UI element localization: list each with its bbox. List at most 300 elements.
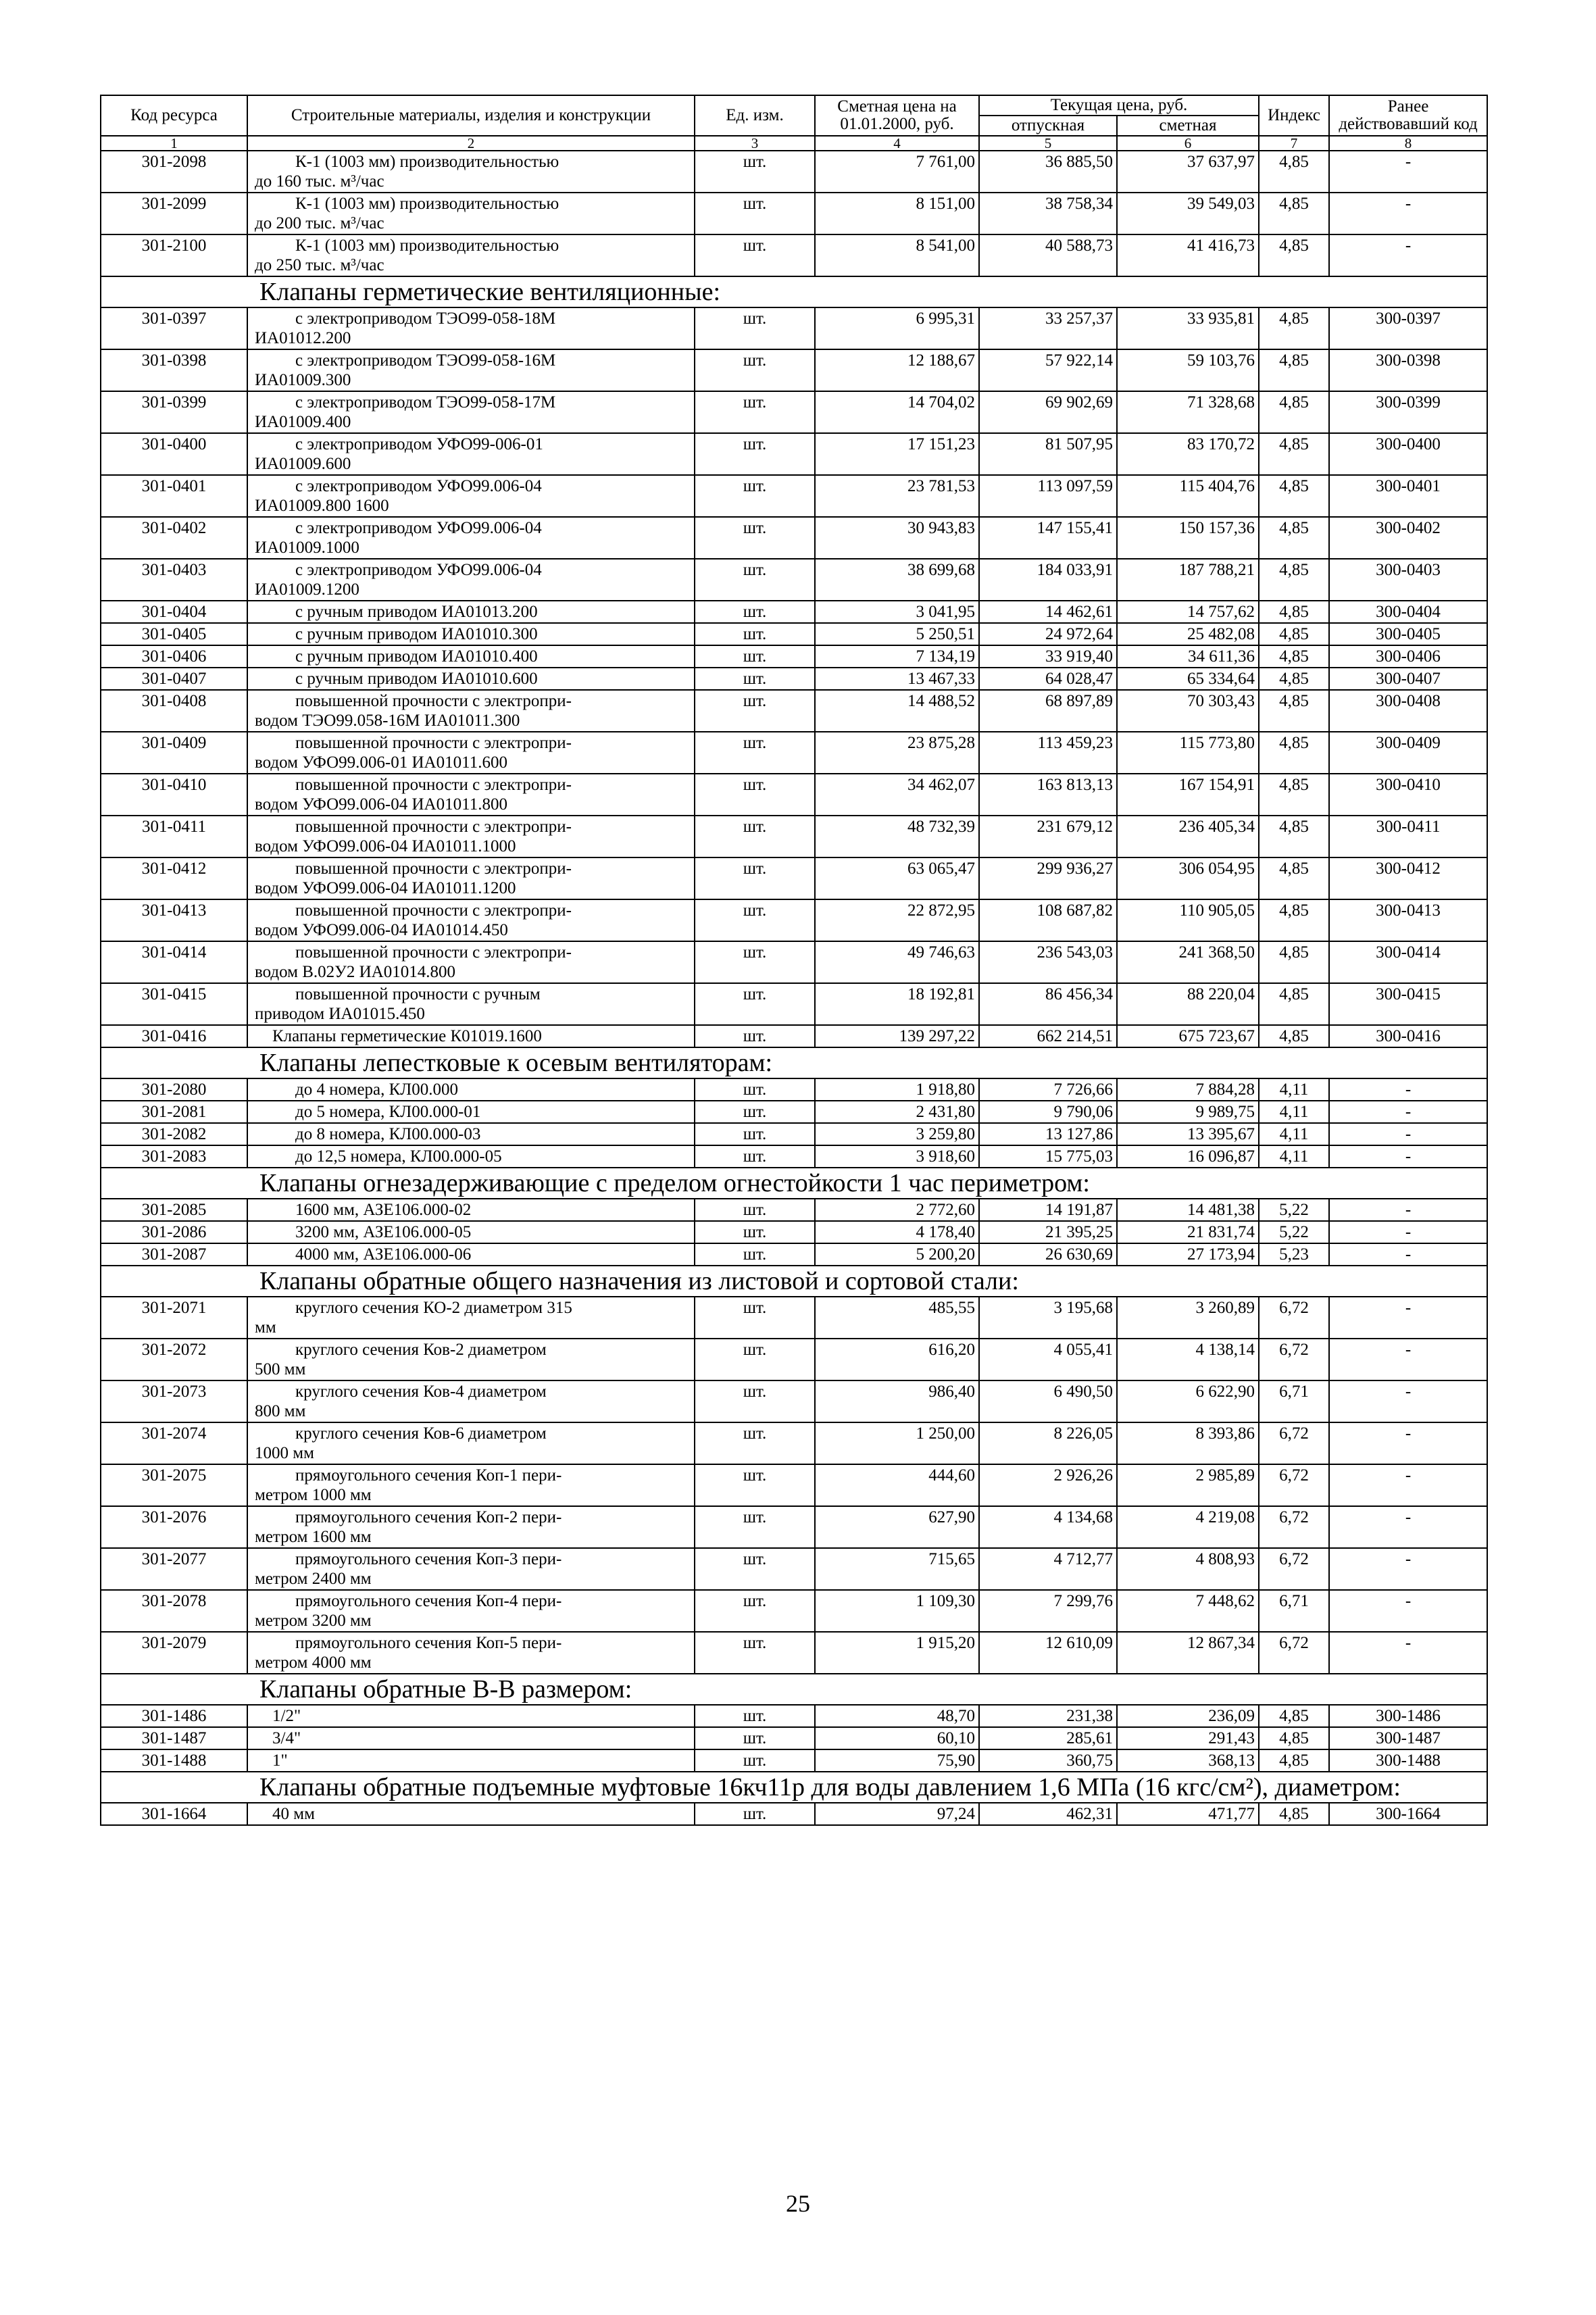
release-price: 113 459,23 xyxy=(979,732,1117,774)
table-row xyxy=(101,234,1487,276)
table-row xyxy=(101,151,1487,193)
previous-code: 300-0410 xyxy=(1329,774,1487,816)
material-name xyxy=(247,1078,695,1101)
estimated-price: 187 788,21 xyxy=(1117,559,1259,601)
unit-cell: шт. xyxy=(695,857,815,899)
estimated-price: 37 637,97 xyxy=(1117,151,1259,193)
resource-code: 301-0414 xyxy=(101,941,247,983)
estimate-price-2000: 7 134,19 xyxy=(815,645,979,668)
index-cell: 4,85 xyxy=(1259,983,1329,1025)
unit-cell: шт. xyxy=(695,941,815,983)
table-row xyxy=(101,983,1487,1025)
previous-code: 300-0398 xyxy=(1329,349,1487,391)
estimated-price: 167 154,91 xyxy=(1117,774,1259,816)
resource-code: 301-2083 xyxy=(101,1145,247,1168)
material-name-line2: метром 4000 мм xyxy=(255,1653,372,1672)
material-name-line1: круглого сечения Ков-4 диаметром xyxy=(295,1383,547,1401)
previous-code: - xyxy=(1329,1123,1487,1145)
material-name-line1: 3200 мм, АЗЕ106.000-05 xyxy=(295,1223,472,1241)
release-price: 86 456,34 xyxy=(979,983,1117,1025)
estimate-price-2000: 3 918,60 xyxy=(815,1145,979,1168)
material-name xyxy=(247,1297,695,1339)
estimate-price-2000: 22 872,95 xyxy=(815,899,979,941)
material-name-line2: 800 мм xyxy=(255,1402,306,1420)
estimated-price: 306 054,95 xyxy=(1117,857,1259,899)
table-row xyxy=(101,307,1487,349)
estimated-price: 16 096,87 xyxy=(1117,1145,1259,1168)
index-cell: 4,11 xyxy=(1259,1123,1329,1145)
section-title: Клапаны обратные общего назначения из листовой и сортовой стали: xyxy=(101,1266,1487,1297)
estimated-price: 88 220,04 xyxy=(1117,983,1259,1025)
unit-cell: шт. xyxy=(695,1101,815,1123)
resource-code: 301-2071 xyxy=(101,1297,247,1339)
material-name-line2: ИА01009.1000 xyxy=(255,539,359,557)
material-name-line1: повышенной прочности с ручным xyxy=(295,985,541,1003)
release-price: 9 790,06 xyxy=(979,1101,1117,1123)
estimated-price: 14 757,62 xyxy=(1117,601,1259,623)
index-cell: 4,85 xyxy=(1259,774,1329,816)
material-name-line2: метром 2400 мм xyxy=(255,1570,372,1588)
release-price: 184 033,91 xyxy=(979,559,1117,601)
previous-code: - xyxy=(1329,1632,1487,1674)
previous-code: - xyxy=(1329,1590,1487,1632)
index-cell: 4,11 xyxy=(1259,1145,1329,1168)
index-cell: 4,85 xyxy=(1259,193,1329,234)
unit-cell: шт. xyxy=(695,307,815,349)
material-name-line1: 1/2" xyxy=(272,1707,301,1725)
estimate-price-2000: 14 704,02 xyxy=(815,391,979,433)
material-name-line2: водом УФО99.006-04 ИА01011.1000 xyxy=(255,837,516,855)
release-price: 81 507,95 xyxy=(979,433,1117,475)
index-cell: 6,72 xyxy=(1259,1464,1329,1506)
estimate-price-2000: 48 732,39 xyxy=(815,816,979,857)
unit-cell: шт. xyxy=(695,349,815,391)
material-name-line1: прямоугольного сечения Коп-2 пери- xyxy=(295,1508,562,1526)
column-number: 2 xyxy=(247,136,695,151)
material-name xyxy=(247,349,695,391)
estimate-price-2000: 17 151,23 xyxy=(815,433,979,475)
release-price: 231 679,12 xyxy=(979,816,1117,857)
release-price: 38 758,34 xyxy=(979,193,1117,234)
material-name xyxy=(247,1590,695,1632)
unit-cell: шт. xyxy=(695,1221,815,1243)
index-cell: 6,72 xyxy=(1259,1548,1329,1590)
table-row xyxy=(101,1025,1487,1047)
material-name-line1: круглого сечения Ков-2 диаметром xyxy=(295,1341,547,1359)
table-row xyxy=(101,1548,1487,1590)
material-name-line1: 3/4" xyxy=(272,1729,301,1747)
previous-code: 300-0401 xyxy=(1329,475,1487,517)
material-name-line1: 1" xyxy=(272,1751,288,1770)
resource-code: 301-2085 xyxy=(101,1199,247,1221)
resource-code: 301-2099 xyxy=(101,193,247,234)
release-price: 12 610,09 xyxy=(979,1632,1117,1674)
resource-code: 301-0400 xyxy=(101,433,247,475)
previous-code: 300-0416 xyxy=(1329,1025,1487,1047)
table-body xyxy=(101,151,1487,1825)
resource-code: 301-0409 xyxy=(101,732,247,774)
release-price: 3 195,68 xyxy=(979,1297,1117,1339)
material-name-line1: круглого сечения Ков-6 диаметром xyxy=(295,1424,547,1443)
previous-code: 300-0415 xyxy=(1329,983,1487,1025)
unit-cell: шт. xyxy=(695,1506,815,1548)
material-name xyxy=(247,1025,695,1047)
previous-code: - xyxy=(1329,193,1487,234)
estimated-price: 33 935,81 xyxy=(1117,307,1259,349)
table-row xyxy=(101,816,1487,857)
material-name-line1: с ручным приводом ИА01013.200 xyxy=(295,603,538,621)
index-cell: 4,85 xyxy=(1259,559,1329,601)
material-name xyxy=(247,857,695,899)
section-heading-row xyxy=(101,1772,1487,1803)
estimate-price-2000: 3 259,80 xyxy=(815,1123,979,1145)
index-cell: 4,85 xyxy=(1259,732,1329,774)
release-price: 26 630,69 xyxy=(979,1243,1117,1266)
estimate-price-2000: 7 761,00 xyxy=(815,151,979,193)
material-name xyxy=(247,151,695,193)
section-heading-row xyxy=(101,1047,1487,1078)
index-cell: 6,72 xyxy=(1259,1297,1329,1339)
material-name xyxy=(247,307,695,349)
resource-code: 301-0410 xyxy=(101,774,247,816)
material-name xyxy=(247,774,695,816)
column-numbers-row xyxy=(101,136,1487,151)
resource-code: 301-2098 xyxy=(101,151,247,193)
release-price: 462,31 xyxy=(979,1803,1117,1825)
release-price: 15 775,03 xyxy=(979,1145,1117,1168)
material-name-line1: повышенной прочности с электропри- xyxy=(295,692,572,710)
resource-code: 301-0397 xyxy=(101,307,247,349)
unit-cell: шт. xyxy=(695,1632,815,1674)
material-name-line1: К-1 (1003 мм) производительностью xyxy=(295,195,559,213)
resource-code: 301-2100 xyxy=(101,234,247,276)
material-name-line1: с электроприводом УФО99-006-01 xyxy=(295,435,543,453)
material-name-line1: с электроприводом УФО99.006-04 xyxy=(295,561,542,579)
material-name xyxy=(247,983,695,1025)
unit-cell: шт. xyxy=(695,1548,815,1590)
resource-code: 301-2087 xyxy=(101,1243,247,1266)
resource-code: 301-1488 xyxy=(101,1749,247,1772)
section-title: Клапаны обратные В-В размером: xyxy=(101,1674,1487,1705)
index-cell: 6,72 xyxy=(1259,1422,1329,1464)
material-name-line2: 500 мм xyxy=(255,1360,306,1378)
index-cell: 6,72 xyxy=(1259,1339,1329,1380)
unit-cell: шт. xyxy=(695,899,815,941)
material-name-line2: приводом ИА01015.450 xyxy=(255,1005,425,1023)
estimate-price-2000: 14 488,52 xyxy=(815,690,979,732)
previous-code: - xyxy=(1329,1199,1487,1221)
table-row xyxy=(101,857,1487,899)
material-name xyxy=(247,1123,695,1145)
unit-cell: шт. xyxy=(695,690,815,732)
estimated-price: 14 481,38 xyxy=(1117,1199,1259,1221)
estimated-price: 4 138,14 xyxy=(1117,1339,1259,1380)
estimate-price-2000: 3 041,95 xyxy=(815,601,979,623)
estimate-price-2000: 8 151,00 xyxy=(815,193,979,234)
material-name-line1: с электроприводом УФО99.006-04 xyxy=(295,477,542,495)
index-cell: 5,23 xyxy=(1259,1243,1329,1266)
estimated-price: 12 867,34 xyxy=(1117,1632,1259,1674)
index-cell: 4,85 xyxy=(1259,690,1329,732)
previous-code: 300-0411 xyxy=(1329,816,1487,857)
previous-code: 300-0409 xyxy=(1329,732,1487,774)
estimate-price-2000: 986,40 xyxy=(815,1380,979,1422)
header-release-price: отпускная xyxy=(979,116,1117,136)
table-row xyxy=(101,1199,1487,1221)
material-name-line1: К-1 (1003 мм) производительностью xyxy=(295,153,559,171)
previous-code: - xyxy=(1329,1145,1487,1168)
index-cell: 4,85 xyxy=(1259,1803,1329,1825)
release-price: 40 588,73 xyxy=(979,234,1117,276)
estimated-price: 25 482,08 xyxy=(1117,623,1259,645)
table-row xyxy=(101,774,1487,816)
index-cell: 4,85 xyxy=(1259,645,1329,668)
table-row xyxy=(101,645,1487,668)
previous-code: - xyxy=(1329,1221,1487,1243)
index-cell: 4,85 xyxy=(1259,475,1329,517)
index-cell: 4,85 xyxy=(1259,857,1329,899)
table-row xyxy=(101,1464,1487,1506)
unit-cell: шт. xyxy=(695,1464,815,1506)
material-name xyxy=(247,234,695,276)
estimate-price-2000: 97,24 xyxy=(815,1803,979,1825)
material-name-line2: до 250 тыс. м³/час xyxy=(255,256,384,274)
material-name-line1: повышенной прочности с электропри- xyxy=(295,818,572,836)
column-number: 3 xyxy=(695,136,815,151)
table-row xyxy=(101,1727,1487,1749)
release-price: 236 543,03 xyxy=(979,941,1117,983)
unit-cell: шт. xyxy=(695,559,815,601)
material-name-line1: 40 мм xyxy=(272,1805,315,1823)
estimate-price-2000: 715,65 xyxy=(815,1548,979,1590)
column-number: 5 xyxy=(979,136,1117,151)
previous-code: 300-0407 xyxy=(1329,668,1487,690)
resource-code: 301-0398 xyxy=(101,349,247,391)
resource-code: 301-2076 xyxy=(101,1506,247,1548)
release-price: 13 127,86 xyxy=(979,1123,1117,1145)
estimated-price: 8 393,86 xyxy=(1117,1422,1259,1464)
release-price: 163 813,13 xyxy=(979,774,1117,816)
previous-code: - xyxy=(1329,1506,1487,1548)
unit-cell: шт. xyxy=(695,1123,815,1145)
previous-code: 300-0402 xyxy=(1329,517,1487,559)
release-price: 147 155,41 xyxy=(979,517,1117,559)
material-name xyxy=(247,391,695,433)
unit-cell: шт. xyxy=(695,983,815,1025)
unit-cell: шт. xyxy=(695,774,815,816)
estimate-price-2000: 616,20 xyxy=(815,1339,979,1380)
table-row xyxy=(101,1506,1487,1548)
estimated-price: 7 884,28 xyxy=(1117,1078,1259,1101)
estimated-price: 3 260,89 xyxy=(1117,1297,1259,1339)
release-price: 8 226,05 xyxy=(979,1422,1117,1464)
estimated-price: 13 395,67 xyxy=(1117,1123,1259,1145)
unit-cell: шт. xyxy=(695,668,815,690)
resource-code: 301-1486 xyxy=(101,1705,247,1727)
material-name xyxy=(247,1221,695,1243)
table-row xyxy=(101,668,1487,690)
material-name xyxy=(247,645,695,668)
material-name xyxy=(247,1548,695,1590)
estimated-price: 4 808,93 xyxy=(1117,1548,1259,1590)
unit-cell: шт. xyxy=(695,1297,815,1339)
unit-cell: шт. xyxy=(695,1145,815,1168)
material-name-line1: с ручным приводом ИА01010.300 xyxy=(295,625,538,643)
index-cell: 4,85 xyxy=(1259,391,1329,433)
release-price: 33 257,37 xyxy=(979,307,1117,349)
material-name-line2: водом ТЭО99.058-16М ИА01011.300 xyxy=(255,712,520,730)
material-name-line2: 1000 мм xyxy=(255,1444,314,1462)
estimate-price-2000: 1 915,20 xyxy=(815,1632,979,1674)
previous-code: 300-0400 xyxy=(1329,433,1487,475)
resource-code: 301-2077 xyxy=(101,1548,247,1590)
material-name xyxy=(247,1145,695,1168)
unit-cell: шт. xyxy=(695,1243,815,1266)
previous-code: - xyxy=(1329,1422,1487,1464)
resource-code: 301-0412 xyxy=(101,857,247,899)
material-name-line1: с электроприводом УФО99.006-04 xyxy=(295,519,542,537)
release-price: 4 055,41 xyxy=(979,1339,1117,1380)
table-row xyxy=(101,1380,1487,1422)
release-price: 57 922,14 xyxy=(979,349,1117,391)
release-price: 231,38 xyxy=(979,1705,1117,1727)
material-name-line2: метром 1600 мм xyxy=(255,1528,372,1546)
table-row xyxy=(101,1632,1487,1674)
estimated-price: 150 157,36 xyxy=(1117,517,1259,559)
previous-code: 300-0404 xyxy=(1329,601,1487,623)
material-name xyxy=(247,899,695,941)
index-cell: 4,85 xyxy=(1259,1705,1329,1727)
material-name xyxy=(247,1464,695,1506)
estimate-price-2000: 5 200,20 xyxy=(815,1243,979,1266)
previous-code: 300-0408 xyxy=(1329,690,1487,732)
table-row xyxy=(101,1101,1487,1123)
resource-code: 301-2074 xyxy=(101,1422,247,1464)
estimate-price-2000: 139 297,22 xyxy=(815,1025,979,1047)
estimate-price-2000: 49 746,63 xyxy=(815,941,979,983)
material-name xyxy=(247,1243,695,1266)
previous-code: - xyxy=(1329,234,1487,276)
material-name xyxy=(247,1199,695,1221)
table-row xyxy=(101,601,1487,623)
resource-code: 301-0399 xyxy=(101,391,247,433)
material-name-line2: водом В.02У2 ИА01014.800 xyxy=(255,963,455,981)
resource-code: 301-1487 xyxy=(101,1727,247,1749)
index-cell: 4,85 xyxy=(1259,349,1329,391)
estimated-price: 115 773,80 xyxy=(1117,732,1259,774)
section-title: Клапаны огнезадерживающие с пределом огнестойкости 1 час периметром: xyxy=(101,1168,1487,1199)
unit-cell: шт. xyxy=(695,732,815,774)
table-row xyxy=(101,517,1487,559)
unit-cell: шт. xyxy=(695,475,815,517)
material-name-line2: водом УФО99.006-04 ИА01014.450 xyxy=(255,921,508,939)
release-price: 14 191,87 xyxy=(979,1199,1117,1221)
material-name xyxy=(247,1705,695,1727)
index-cell: 6,72 xyxy=(1259,1632,1329,1674)
previous-code: 300-1488 xyxy=(1329,1749,1487,1772)
estimate-price-2000: 8 541,00 xyxy=(815,234,979,276)
unit-cell: шт. xyxy=(695,816,815,857)
resource-code: 301-0404 xyxy=(101,601,247,623)
header-code: Код ресурса xyxy=(101,95,247,136)
release-price: 662 214,51 xyxy=(979,1025,1117,1047)
estimated-price: 115 404,76 xyxy=(1117,475,1259,517)
estimated-price: 41 416,73 xyxy=(1117,234,1259,276)
release-price: 4 134,68 xyxy=(979,1506,1117,1548)
previous-code: 300-0412 xyxy=(1329,857,1487,899)
unit-cell: шт. xyxy=(695,1590,815,1632)
resource-code: 301-2072 xyxy=(101,1339,247,1380)
resource-code: 301-2073 xyxy=(101,1380,247,1422)
material-name-line1: с электроприводом ТЭО99-058-18М xyxy=(295,309,556,328)
previous-code: 300-0403 xyxy=(1329,559,1487,601)
release-price: 33 919,40 xyxy=(979,645,1117,668)
material-name-line2: водом УФО99.006-04 ИА01011.800 xyxy=(255,795,507,814)
estimated-price: 7 448,62 xyxy=(1117,1590,1259,1632)
table-row xyxy=(101,732,1487,774)
release-price: 68 897,89 xyxy=(979,690,1117,732)
release-price: 113 097,59 xyxy=(979,475,1117,517)
estimated-price: 6 622,90 xyxy=(1117,1380,1259,1422)
previous-code: - xyxy=(1329,1078,1487,1101)
table-row xyxy=(101,690,1487,732)
material-name-line1: до 8 номера, КЛ00.000-03 xyxy=(295,1125,481,1143)
unit-cell: шт. xyxy=(695,391,815,433)
header-prev-code: Ранее действовавший код xyxy=(1329,95,1487,136)
material-name-line2: до 200 тыс. м³/час xyxy=(255,214,384,232)
material-name xyxy=(247,601,695,623)
material-name xyxy=(247,1749,695,1772)
material-name xyxy=(247,1422,695,1464)
index-cell: 4,85 xyxy=(1259,234,1329,276)
material-name-line1: прямоугольного сечения Коп-1 пери- xyxy=(295,1466,562,1485)
column-number: 7 xyxy=(1259,136,1329,151)
unit-cell: шт. xyxy=(695,623,815,645)
table-row xyxy=(101,1078,1487,1101)
resource-code: 301-0411 xyxy=(101,816,247,857)
release-price: 7 299,76 xyxy=(979,1590,1117,1632)
previous-code: - xyxy=(1329,1101,1487,1123)
material-name-line1: до 5 номера, КЛ00.000-01 xyxy=(295,1103,481,1121)
material-name xyxy=(247,1803,695,1825)
previous-code: 300-1664 xyxy=(1329,1803,1487,1825)
material-name xyxy=(247,1101,695,1123)
estimate-price-2000: 2 772,60 xyxy=(815,1199,979,1221)
estimate-price-2000: 23 781,53 xyxy=(815,475,979,517)
index-cell: 5,22 xyxy=(1259,1221,1329,1243)
estimated-price: 110 905,05 xyxy=(1117,899,1259,941)
resource-code: 301-0407 xyxy=(101,668,247,690)
table-row xyxy=(101,433,1487,475)
resource-code: 301-2078 xyxy=(101,1590,247,1632)
estimate-price-2000: 63 065,47 xyxy=(815,857,979,899)
estimated-price: 236 405,34 xyxy=(1117,816,1259,857)
table-row xyxy=(101,475,1487,517)
table-row xyxy=(101,1123,1487,1145)
resource-code: 301-0413 xyxy=(101,899,247,941)
resource-code: 301-0415 xyxy=(101,983,247,1025)
material-name xyxy=(247,668,695,690)
table-row xyxy=(101,623,1487,645)
estimate-price-2000: 18 192,81 xyxy=(815,983,979,1025)
table-row xyxy=(101,899,1487,941)
section-title: Клапаны обратные подъемные муфтовые 16кч11р для воды давлением 1,6 МПа (16 кгс/см²), диаметром: xyxy=(101,1772,1487,1803)
material-name-line2: водом УФО99.006-01 ИА01011.600 xyxy=(255,753,507,772)
material-name xyxy=(247,517,695,559)
previous-code: - xyxy=(1329,1339,1487,1380)
unit-cell: шт. xyxy=(695,193,815,234)
section-heading-row xyxy=(101,1168,1487,1199)
